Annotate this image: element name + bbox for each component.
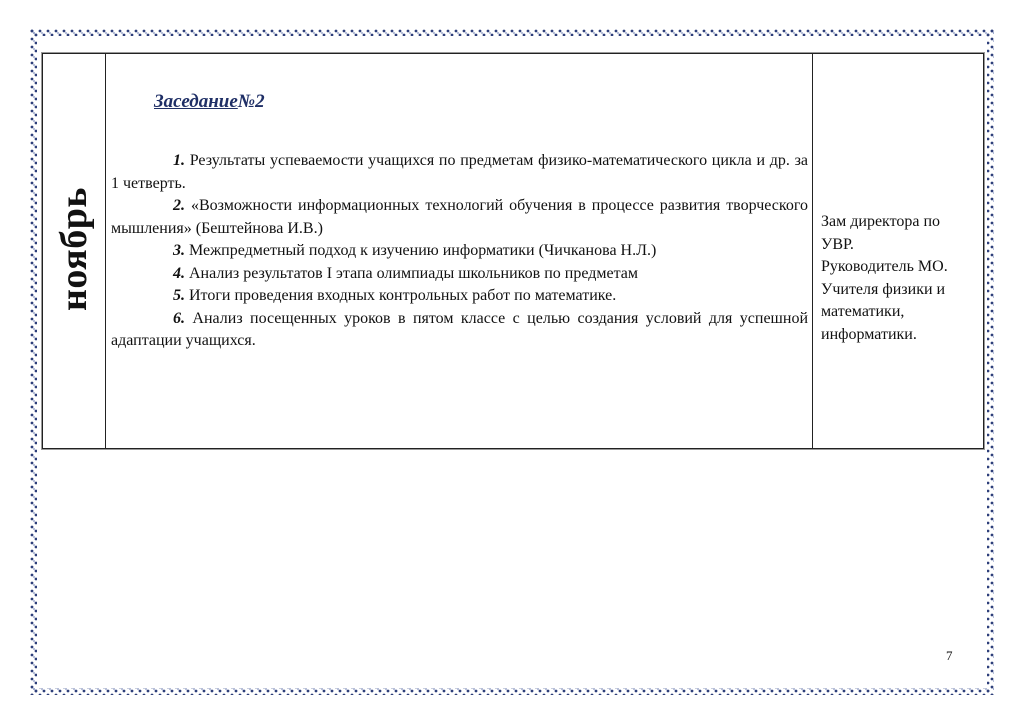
responsible-line: математики, (821, 303, 905, 320)
responsible-line: Учителя физики и (821, 280, 946, 298)
meeting-title (154, 91, 265, 113)
agenda-list (111, 150, 808, 353)
agenda-column (106, 54, 813, 448)
agenda-item-text: Результаты успеваемости учащихся по предметам физико-математического цикла и др. за 1 четверть. (111, 152, 809, 192)
agenda-item (111, 263, 808, 286)
agenda-item (111, 150, 808, 195)
agenda-item (111, 195, 808, 240)
agenda-item (111, 240, 808, 263)
agenda-item-number: 4. (173, 264, 185, 282)
agenda-item (111, 308, 808, 353)
responsible-line: Зам директора по (821, 213, 941, 230)
meeting-plan-table (42, 53, 984, 449)
agenda-item-text: Итоги проведения входных контрольных работ по математике. (189, 287, 617, 304)
agenda-item-number: 5. (173, 287, 185, 304)
agenda-item-number: 1. (173, 152, 185, 169)
meeting-title-word: Заседание (154, 91, 238, 112)
responsible-line: УВР. (821, 235, 854, 253)
responsible-line: Руководитель МО. (821, 258, 948, 275)
agenda-item-number: 3. (173, 242, 185, 259)
responsible-column (813, 54, 983, 448)
responsible-line: информатики. (821, 325, 917, 343)
agenda-item (111, 285, 808, 308)
page-number: 7 (946, 648, 953, 663)
meeting-title-number: №2 (237, 91, 265, 112)
responsible-list (821, 211, 979, 346)
month-label: ноябрь (53, 187, 95, 311)
month-column (43, 54, 106, 448)
agenda-item-text: Межпредметный подход к изучению информатики (Чичканова Н.Л.) (189, 242, 657, 259)
agenda-item-number: 6. (173, 309, 185, 327)
agenda-item-text: Анализ результатов I этапа олимпиады школьников по предметам (189, 264, 638, 282)
agenda-item-text: «Возможности информационных технологий обучения в процессе развития творческого мышления» (Бештейнова И.В.) (111, 197, 809, 237)
agenda-item-number: 2. (173, 197, 185, 214)
agenda-item-text: Анализ посещенных уроков в пятом классе с целью создания условий для успешной адаптации учащихся. (111, 309, 809, 349)
